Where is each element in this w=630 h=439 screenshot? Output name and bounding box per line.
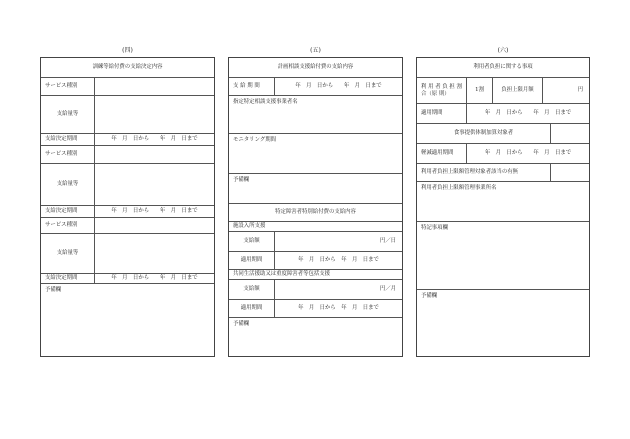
service-type-row xyxy=(41,78,214,96)
monitoring-label: モニタリング期間 xyxy=(233,137,277,143)
amount-value[interactable] xyxy=(95,234,214,273)
special-benefit-title: 特定障害者特別給付費の支給内容 xyxy=(275,209,356,216)
designated-office-label: 指定特定相談支援事業者名 xyxy=(233,99,298,105)
burden-ratio-label: 利 用 者 負 担 割 合（原 則） xyxy=(417,78,467,103)
monthly-limit-unit: 円 xyxy=(577,87,583,94)
management-target-value[interactable] xyxy=(551,164,589,181)
reduction-period-value: 年 月 日から 年 月 日まで xyxy=(484,150,572,157)
column-heading-6: (六) xyxy=(497,47,509,54)
meal-provision-row xyxy=(417,124,589,144)
apply-period-value: 年 月 日から 年 月 日まで xyxy=(298,257,379,264)
daily-amount-label: 支給額 xyxy=(229,232,275,251)
meal-provision-label: 食事提供体制加算対象者 xyxy=(417,124,551,143)
form-title: 訓練等給付費の支給決定内容 xyxy=(92,64,163,71)
form-title-row xyxy=(229,58,402,78)
group-home-label: 共同生活援助又は重度障害者等包括支援 xyxy=(233,271,331,278)
apply-period-value: 年 月 日から 年 月 日まで xyxy=(484,110,572,117)
form-title-row xyxy=(417,58,589,78)
amount-row xyxy=(41,96,214,134)
special-benefit-title-row xyxy=(229,204,402,222)
amount-value[interactable] xyxy=(95,96,214,133)
column-heading-4: (四) xyxy=(122,47,133,54)
notes-row xyxy=(417,290,589,356)
facility-admission-label: 施設入所支援 xyxy=(233,223,266,230)
support-period-value: 年 月 日から 年 月 日まで xyxy=(295,83,382,90)
burden-ratio-value: 1割 xyxy=(467,78,493,103)
service-type-row xyxy=(41,218,214,234)
apply-period-value-2: 年 月 日から 年 月 日まで xyxy=(298,305,379,312)
amount-row xyxy=(41,164,214,206)
amount-label: 支給量等 xyxy=(41,96,95,133)
apply-period-label: 適用期間 xyxy=(229,252,275,269)
decision-period-value: 年 月 日から 年 月 日まで xyxy=(111,136,198,143)
apply-period-label-2: 適用期間 xyxy=(229,300,275,317)
notes-row xyxy=(41,284,214,356)
designated-office-row xyxy=(229,96,402,134)
amount-row xyxy=(41,234,214,274)
service-type-value[interactable] xyxy=(95,218,214,233)
amount-value[interactable] xyxy=(95,164,214,205)
management-office-label: 利用者負担上限額管理事業所名 xyxy=(421,185,497,191)
reduction-period-row xyxy=(417,144,589,164)
group-home-row xyxy=(229,270,402,280)
apply-period-row xyxy=(229,252,402,270)
decision-period-row xyxy=(41,206,214,218)
decision-period-label: 支給決定期間 xyxy=(41,274,95,283)
form-title: 利用者負担に関する事項 xyxy=(473,64,533,71)
support-period-row xyxy=(229,78,402,96)
special-notes-row xyxy=(417,222,589,290)
management-office-row xyxy=(417,182,589,222)
decision-period-label: 支給決定期間 xyxy=(41,134,95,145)
user-burden-form xyxy=(416,57,590,357)
notes-row-2 xyxy=(229,318,402,356)
decision-period-row xyxy=(41,134,214,146)
column-heading-5: (五) xyxy=(310,47,321,54)
management-target-row xyxy=(417,164,589,182)
notes-row xyxy=(229,174,402,204)
monthly-limit-label: 負担上限月額 xyxy=(493,78,543,103)
facility-admission-row xyxy=(229,222,402,232)
decision-period-row xyxy=(41,274,214,284)
service-type-value[interactable] xyxy=(95,146,214,163)
amount-label: 支給量等 xyxy=(41,234,95,273)
apply-period-row-2 xyxy=(229,300,402,318)
amount-label: 支給量等 xyxy=(41,164,95,205)
service-type-label: サービス種別 xyxy=(41,218,95,233)
consultation-support-form xyxy=(228,57,403,357)
service-type-label: サービス種別 xyxy=(41,146,95,163)
training-benefit-form xyxy=(40,57,215,357)
service-type-label: サービス種別 xyxy=(41,78,95,95)
monthly-amount-unit: 円／月 xyxy=(379,286,396,293)
monthly-amount-row xyxy=(229,280,402,300)
reduction-period-label: 軽減適用期間 xyxy=(417,144,467,163)
service-type-row xyxy=(41,146,214,164)
support-period-label: 支 給 期 間 xyxy=(229,78,275,95)
apply-period-label: 適用期間 xyxy=(417,104,467,123)
notes-label: 予備欄 xyxy=(421,293,438,299)
form-title-row xyxy=(41,58,214,78)
daily-amount-unit: 円／日 xyxy=(379,238,396,245)
service-type-value[interactable] xyxy=(95,78,214,95)
decision-period-value: 年 月 日から 年 月 日まで xyxy=(111,208,198,215)
decision-period-value: 年 月 日から 年 月 日まで xyxy=(111,275,198,282)
daily-amount-row xyxy=(229,232,402,252)
notes-label: 予備欄 xyxy=(233,177,250,183)
monitoring-row xyxy=(229,134,402,174)
decision-period-label: 支給決定期間 xyxy=(41,206,95,217)
apply-period-row xyxy=(417,104,589,124)
notes-label-2: 予備欄 xyxy=(233,321,250,327)
management-target-label: 利用者負担上限額管理対象者該当の有無 xyxy=(417,164,551,181)
meal-provision-value[interactable] xyxy=(551,124,589,143)
monthly-amount-label: 支給額 xyxy=(229,280,275,299)
special-notes-label: 特記事項欄 xyxy=(421,225,448,231)
burden-ratio-row xyxy=(417,78,589,104)
notes-label: 予備欄 xyxy=(45,287,62,293)
form-title: 計画相談支援給付費の支給内容 xyxy=(277,64,354,71)
